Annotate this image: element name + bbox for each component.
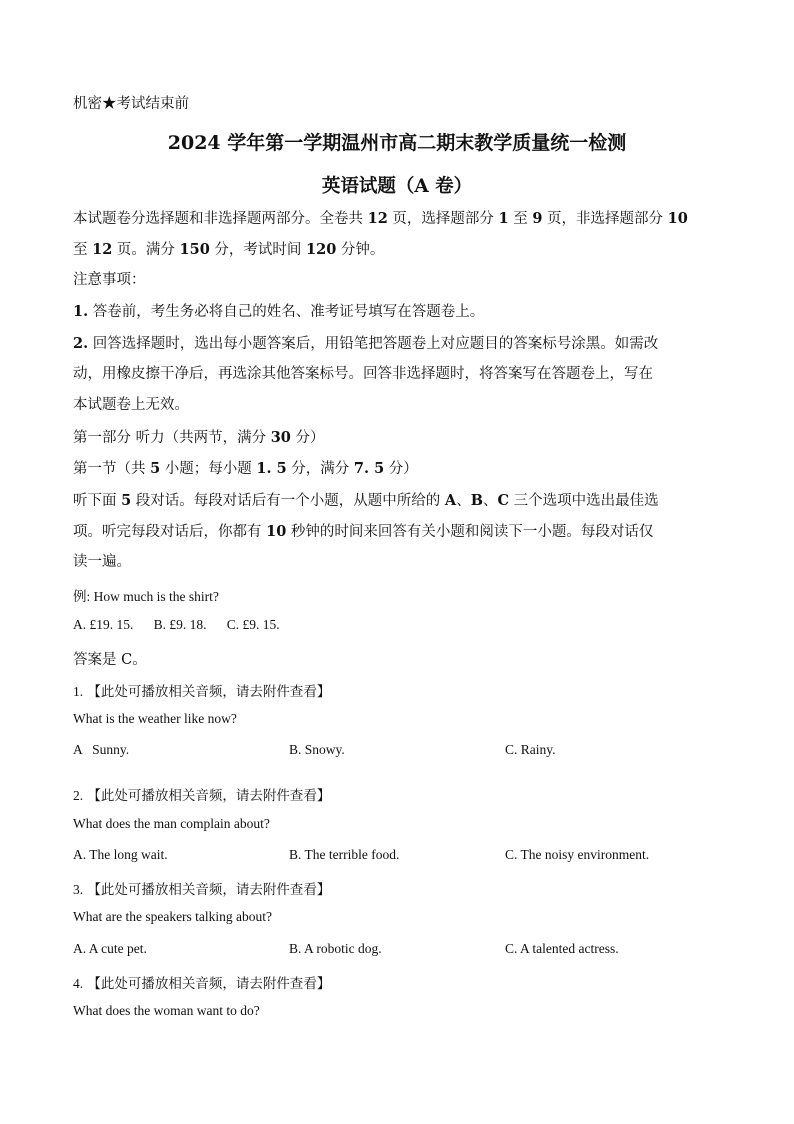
note-2-line-2: 动，用橡皮擦干净后，再选涂其他答案标号。回答非选择题时，将答案写在答题卷上，写在 [73,366,653,382]
instructions-text: 三个选项中选出最佳选 [509,493,659,509]
intro-text: 分钟。 [336,242,385,258]
example-question: 例: How much is the shirt? [73,589,219,604]
audio-placeholder: 【此处可播放相关音频，请去附件查看】 [87,882,331,898]
question-3-option-a: A. A cute pet. [73,941,147,956]
question-1-audio [73,680,330,700]
instructions-text: 、 [456,493,471,509]
intro-number: 9 [532,210,543,227]
instructions-letter: C [497,492,509,509]
question-3-option-b: B. A robotic dog. [289,941,382,956]
section-text: 第一节（共 [73,461,151,477]
section-number: 1. 5 [256,460,287,477]
exam-subtitle: 英语试题（A 卷） [321,176,473,197]
part-1-heading [73,422,325,454]
intro-number: 10 [667,210,688,227]
question-4-audio [73,972,330,992]
part-text: 分） [290,430,325,446]
intro-number: 12 [367,210,388,227]
section-1-heading [73,453,418,485]
note-text: 回答选择题时，选出每小题答案后，用铅笔把答题卷上对应题目的答案标号涂黑。如需改 [88,336,659,352]
question-1-option-b: B. Snowy. [289,742,345,757]
intro-line-2 [73,234,384,266]
instructions-number: 5 [121,492,132,509]
question-2-option-b: B. The terrible food. [289,847,400,862]
intro-text: 页，非选择题部分 [542,211,668,227]
question-number: 3. [73,882,84,897]
question-3-option-c: C. A talented actress. [505,941,619,956]
question-2-option-a: A. The long wait. [73,847,168,862]
question-number: 2. [73,788,84,803]
intro-number: 120 [306,241,337,258]
question-1-option-c: C. Rainy. [505,742,556,757]
note-2-line-3: 本试题卷上无效。 [73,397,189,413]
instructions-text: 听下面 [73,493,122,509]
instructions-letter: B [470,492,483,509]
intro-text: 至 [73,242,93,258]
instructions-text: 段对话。每段对话后有一个小题，从题中所给的 [131,493,445,509]
audio-placeholder: 【此处可播放相关音频，请去附件查看】 [87,684,331,700]
note-number: 1. [73,303,89,320]
intro-text: 页。满分 [112,242,180,258]
instructions-number: 10 [266,523,287,540]
intro-number: 150 [179,241,210,258]
instructions-letter: A [444,492,457,509]
part-number: 30 [270,429,291,446]
audio-placeholder: 【此处可播放相关音频，请去附件查看】 [87,976,331,992]
intro-number: 1 [498,210,509,227]
section-number: 5 [150,460,161,477]
intro-line-1 [73,203,688,235]
instructions-line-3: 读一遍。 [73,554,131,570]
note-1 [73,296,484,328]
notes-heading: 注意事项： [73,272,146,288]
instructions-text: 秒钟的时间来回答有关小题和阅读下一小题。每段对话仅 [286,524,654,540]
question-3-audio [73,878,330,898]
part-text: 第一部分 听力（共两节，满分 [73,430,271,446]
question-number: 4. [73,976,84,991]
note-number: 2. [73,335,89,352]
question-4-text: What does the woman want to do? [73,1003,260,1018]
intro-text: 本试题卷分选择题和非选择题两部分。全卷共 [73,211,368,227]
intro-number: 12 [92,241,113,258]
question-2-audio [73,784,330,804]
note-text: 答卷前，考生务必将自己的姓名、准考证号填写在答题卷上。 [88,304,485,320]
question-1-text: What is the weather like now? [73,711,237,726]
section-number: 7. 5 [353,460,385,477]
section-text: 分，满分 [286,461,354,477]
example-answer: 答案是 C。 [73,652,147,668]
question-2-option-c: C. The noisy environment. [505,847,650,862]
example-options: A. £19. 15. B. £9. 18. C. £9. 15. [73,617,280,632]
confidential-label: 机密★考试结束前 [73,96,189,112]
question-3-text: What are the speakers talking about? [73,909,273,924]
question-2-text: What does the man complain about? [73,816,270,831]
question-1-option-a: A Sunny. [73,742,130,757]
intro-text: 分，考试时间 [209,242,307,258]
intro-text: 至 [508,211,533,227]
intro-text: 页，选择题部分 [387,211,499,227]
audio-placeholder: 【此处可播放相关音频，请去附件查看】 [87,788,331,804]
section-text: 小题；每小题 [160,461,257,477]
exam-title: 2024 学年第一学期温州市高二期末教学质量统一检测 [167,132,627,154]
instructions-line-2 [73,516,653,548]
note-2-line-1 [73,328,658,360]
instructions-line-1 [73,485,659,517]
instructions-text: 项。听完每段对话后，你都有 [73,524,267,540]
instructions-text: 、 [482,493,498,509]
question-number: 1. [73,684,84,699]
section-text: 分） [384,461,418,477]
